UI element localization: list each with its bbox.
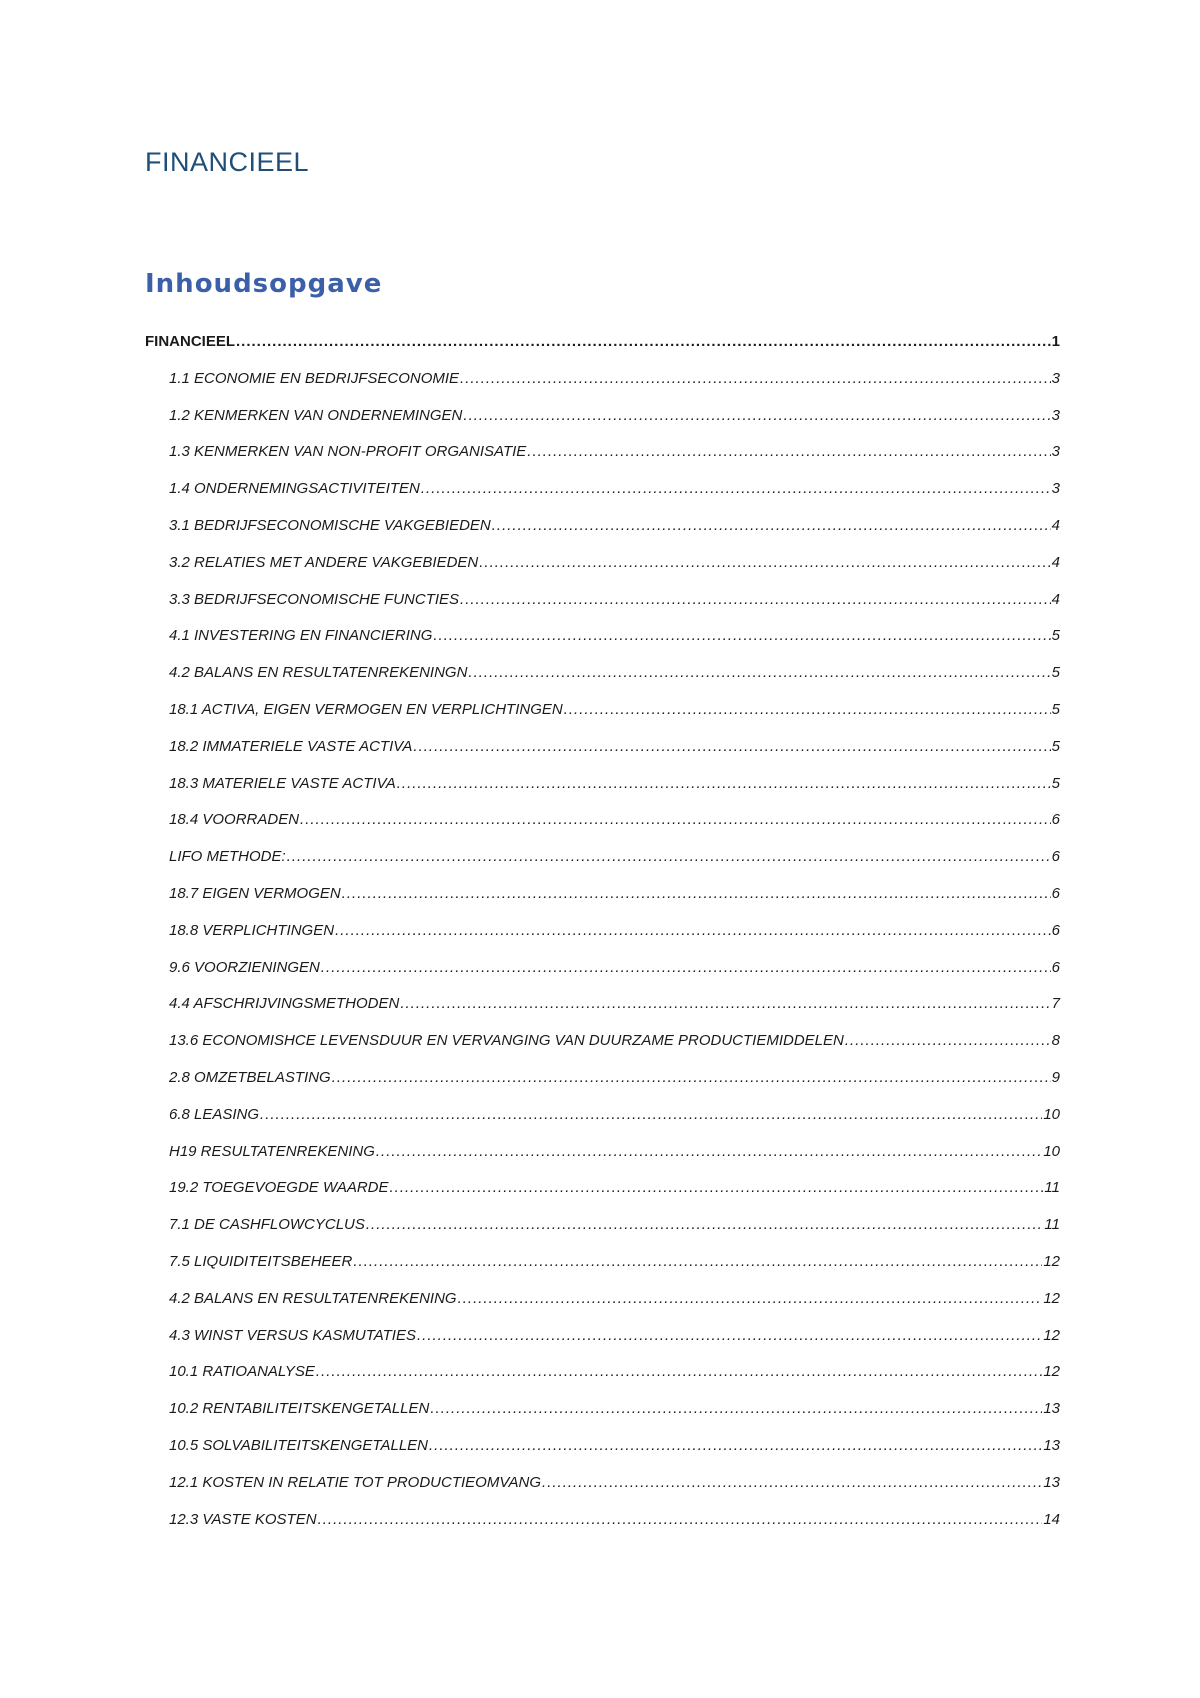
toc-entry-page-number: 12 [1043,1252,1060,1270]
toc-entry[interactable] [145,1327,1060,1364]
toc-dot-leader [542,1474,1042,1491]
toc-dot-leader [417,1327,1042,1344]
toc-entry-page-number: 11 [1044,1216,1060,1234]
toc-dot-leader [492,517,1051,534]
toc-entry-label: 18.7 EIGEN VERMOGEN [169,884,341,902]
toc-entry-page-number: 12 [1043,1289,1060,1307]
toc-dot-leader [460,370,1051,387]
toc-entry-page-number: 3 [1051,480,1060,498]
toc-entry[interactable] [145,1290,1060,1327]
toc-dot-leader [287,848,1051,865]
toc-entry-label: 3.3 BEDRIJFSECONOMISCHE FUNCTIES [169,590,460,608]
toc-dot-leader [397,775,1051,792]
toc-entry-page-number: 10 [1043,1105,1060,1123]
toc-dot-leader [463,407,1050,424]
toc-entry-page-number: 3 [1051,443,1060,461]
toc-entry[interactable] [145,1253,1060,1290]
toc-entry-page-number: 11 [1044,1179,1060,1197]
toc-entry-page-number: 6 [1051,884,1060,902]
toc-entry-page-number: 13 [1043,1400,1060,1418]
toc-entry[interactable] [145,627,1060,664]
toc-entry[interactable] [145,517,1060,554]
toc-entry[interactable] [145,995,1060,1032]
toc-entry-label: 2.8 OMZETBELASTING [169,1068,331,1086]
toc-entry-label: 9.6 VOORZIENINGEN [169,958,320,976]
toc-heading: Inhoudsopgave [145,269,383,299]
toc-entry-page-number: 3 [1051,406,1060,424]
toc-entry[interactable] [145,443,1060,480]
toc-entry-page-number: 13 [1043,1436,1060,1454]
toc-entry[interactable] [145,775,1060,812]
toc-entry-label: 4.2 BALANS EN RESULTATENREKENINGN [169,664,468,682]
toc-entry[interactable] [145,848,1060,885]
toc-entry-label: 3.2 RELATIES MET ANDERE VAKGEBIEDEN [169,553,479,571]
toc-entry-label: 6.8 LEASING [169,1105,260,1123]
toc-dot-leader [413,738,1050,755]
toc-dot-leader [527,443,1050,460]
toc-dot-leader [236,333,1051,350]
toc-entry[interactable] [145,738,1060,775]
toc-dot-leader [564,701,1051,718]
toc-dot-leader [332,1069,1051,1086]
toc-entry-page-number: 10 [1043,1142,1060,1160]
toc-entry-page-number: 4 [1051,516,1060,534]
toc-entry-page-number: 5 [1051,627,1060,645]
toc-entry-page-number: 6 [1051,811,1060,829]
toc-dot-leader [430,1400,1042,1417]
toc-entry-label: 10.5 SOLVABILITEITSKENGETALLEN [169,1436,429,1454]
toc-entry[interactable] [145,701,1060,738]
toc-entry-page-number: 6 [1051,848,1060,866]
toc-dot-leader [421,480,1051,497]
toc-entry-label: H19 RESULTATENREKENING [169,1142,375,1160]
toc-entry[interactable] [145,591,1060,628]
toc-entry-page-number: 14 [1043,1510,1060,1528]
toc-dot-leader [458,1290,1043,1307]
toc-dot-leader [460,591,1051,608]
toc-dot-leader [366,1216,1044,1233]
toc-entry[interactable] [145,1032,1060,1069]
toc-entry[interactable] [145,480,1060,517]
toc-dot-leader [321,959,1051,976]
toc-dot-leader [376,1143,1042,1160]
toc-entry[interactable] [145,370,1060,407]
toc-entry-page-number: 5 [1051,700,1060,718]
toc-dot-leader [845,1032,1051,1049]
toc-entry-label: LIFO METHODE: [169,848,286,866]
toc-entry-label: 4.2 BALANS EN RESULTATENREKENING [169,1289,457,1307]
toc-entry-label: 10.2 RENTABILITEITSKENGETALLEN [169,1400,430,1418]
toc-dot-leader [300,811,1051,828]
toc-entry-page-number: 12 [1043,1326,1060,1344]
toc-dot-leader [335,922,1051,939]
toc-entry[interactable] [145,1069,1060,1106]
toc-entry-page-number: 8 [1051,1032,1060,1050]
toc-entry-page-number: 5 [1051,737,1060,755]
toc-entry-label: 7.5 LIQUIDITEITSBEHEER [169,1252,353,1270]
toc-entry[interactable] [145,664,1060,701]
toc-entry-label: 13.6 ECONOMISHCE LEVENSDUUR EN VERVANGING VAN DUURZAME PRODUCTIEMIDDELEN [169,1032,844,1050]
toc-entry[interactable] [145,1400,1060,1437]
toc-entry-page-number: 6 [1051,958,1060,976]
toc-entry[interactable] [145,922,1060,959]
toc-entry[interactable] [145,407,1060,444]
toc-entry-label: 19.2 TOEGEVOEGDE WAARDE [169,1179,389,1197]
toc-entry-label: 18.8 VERPLICHTINGEN [169,921,335,939]
toc-entry-page-number: 4 [1051,590,1060,608]
toc-entry[interactable] [145,1179,1060,1216]
toc-entry-label: 18.1 ACTIVA, EIGEN VERMOGEN EN VERPLICHTINGEN [169,700,563,718]
toc-entry-page-number: 5 [1051,774,1060,792]
toc-entry-label: 1.4 ONDERNEMINGSACTIVITEITEN [169,480,420,498]
toc-entry-label: 10.1 RATIOANALYSE [169,1363,315,1381]
toc-dot-leader [353,1253,1042,1270]
toc-entry-label: 1.3 KENMERKEN VAN NON-PROFIT ORGANISATIE [169,443,527,461]
toc-entry-page-number: 9 [1051,1068,1060,1086]
toc-entry-page-number: 4 [1051,553,1060,571]
toc-entry[interactable] [145,885,1060,922]
toc-entry-label: 12.3 VASTE KOSTEN [169,1510,317,1528]
toc-entry-label: 4.3 WINST VERSUS KASMUTATIES [169,1326,416,1344]
toc-entry[interactable] [145,554,1060,591]
toc-entry[interactable] [145,1437,1060,1474]
toc-dot-leader [433,627,1050,644]
toc-entry-label: 1.2 KENMERKEN VAN ONDERNEMINGEN [169,406,463,424]
toc-entry-label: 12.1 KOSTEN IN RELATIE TOT PRODUCTIEOMVANG [169,1473,542,1491]
toc-dot-leader [318,1511,1043,1528]
toc-entry[interactable] [145,1363,1060,1400]
toc-entry-label: 7.1 DE CASHFLOWCYCLUS [169,1216,365,1234]
toc-dot-leader [468,664,1050,681]
toc-entry-label: 3.1 BEDRIJFSECONOMISCHE VAKGEBIEDEN [169,516,491,534]
toc-entry[interactable] [145,1143,1060,1180]
toc-dot-leader [342,885,1051,902]
toc-entry-label: 4.1 INVESTERING EN FINANCIERING [169,627,433,645]
toc-entry-label: 18.3 MATERIELE VASTE ACTIVA [169,774,396,792]
toc-dot-leader [260,1106,1042,1123]
toc-entry-page-number: 1 [1051,333,1060,350]
toc-entry[interactable] [145,1511,1060,1548]
toc-dot-leader [479,554,1050,571]
toc-entry-label: 18.4 VOORRADEN [169,811,300,829]
toc-entry-page-number: 12 [1043,1363,1060,1381]
toc-entry-label: 18.2 IMMATERIELE VASTE ACTIVA [169,737,413,755]
toc-entry[interactable] [145,1106,1060,1143]
toc-dot-leader [400,995,1050,1012]
toc-entry-page-number: 6 [1051,921,1060,939]
toc-entry[interactable] [145,811,1060,848]
document-title: FINANCIEEL [145,147,310,177]
toc-entry-page-number: 5 [1051,664,1060,682]
toc-dot-leader [390,1179,1044,1196]
toc-entry-page-number: 7 [1051,995,1060,1013]
toc-entry-page-number: 13 [1043,1473,1060,1491]
toc-dot-leader [429,1437,1042,1454]
toc-entry-label: 1.1 ECONOMIE EN BEDRIJFSECONOMIE [169,369,460,387]
table-of-contents [145,333,1060,1547]
toc-entry[interactable] [145,959,1060,996]
toc-entry[interactable] [145,333,1060,370]
toc-dot-leader [316,1363,1042,1380]
toc-entry-page-number: 3 [1051,369,1060,387]
toc-entry-label: FINANCIEEL [145,333,235,350]
toc-entry[interactable] [145,1474,1060,1511]
toc-entry-label: 4.4 AFSCHRIJVINGSMETHODEN [169,995,400,1013]
toc-entry[interactable] [145,1216,1060,1253]
